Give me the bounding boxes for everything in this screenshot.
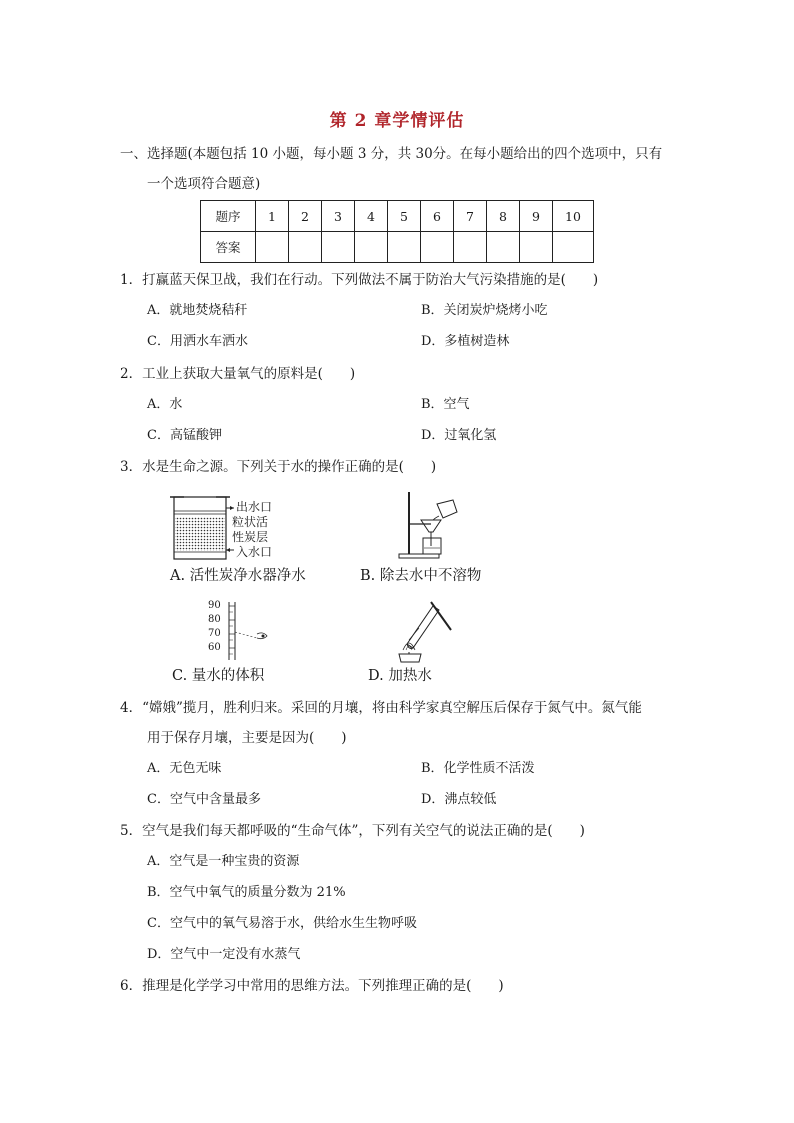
figure-a-label-carbon-2: 性炭层	[232, 530, 269, 544]
question-1-option-a: A．就地焚烧秸秆	[147, 303, 248, 318]
question-3-stem: 3．水是生命之源。下列关于水的操作正确的是( )	[120, 459, 437, 475]
answer-cell[interactable]	[355, 232, 388, 263]
figure-b-caption: B. 除去水中不溶物	[360, 568, 482, 584]
figure-d-caption: D. 加热水	[368, 668, 432, 684]
answer-cell[interactable]	[520, 232, 553, 263]
question-4-option-c: C．空气中含量最多	[147, 792, 261, 807]
question-5-option-c: C．空气中的氧气易溶于水，供给水生生物呼吸	[147, 916, 417, 931]
question-number-cell: 6	[421, 201, 454, 232]
answer-cell[interactable]	[256, 232, 289, 263]
question-6-stem: 6．推理是化学学习中常用的思维方法。下列推理正确的是( )	[120, 978, 504, 994]
question-4-option-d: D．沸点较低	[421, 792, 497, 807]
table-row	[201, 201, 594, 232]
question-number-cell: 8	[487, 201, 520, 232]
row-label-number: 题序	[201, 201, 256, 232]
question-1-stem: 1．打赢蓝天保卫战，我们在行动。下列做法不属于防治大气污染措施的是( )	[120, 272, 599, 288]
figure-c-tick-80: 80	[208, 614, 221, 625]
question-number-cell: 4	[355, 201, 388, 232]
figure-b-filtration	[395, 490, 465, 560]
question-number-cell: 10	[553, 201, 594, 232]
section-heading-line1: 一、选择题(本题包括 10 小题，每小题 3 分，共 30分。在每小题给出的四个选项中，只有	[120, 146, 663, 162]
page-title: 第 2 章学情评估	[329, 111, 465, 131]
figure-c-tick-70: 70	[208, 628, 221, 639]
question-number-cell: 2	[289, 201, 322, 232]
figure-a-label-carbon-1: 粒状活	[232, 515, 269, 529]
answer-cell[interactable]	[289, 232, 322, 263]
question-5-stem: 5．空气是我们每天都呼吸的“生命气体”，下列有关空气的说法正确的是( )	[120, 823, 585, 839]
answer-cell[interactable]	[388, 232, 421, 263]
figure-a-caption: A. 活性炭净水器净水	[170, 568, 306, 584]
figure-a-label-outlet: 出水口	[236, 500, 273, 514]
figure-c-caption: C. 量水的体积	[172, 668, 265, 684]
question-2-option-a: A．水	[147, 397, 183, 412]
question-4-stem-line2: 用于保存月壤，主要是因为( )	[147, 730, 347, 746]
question-number-cell: 1	[256, 201, 289, 232]
answer-table	[200, 200, 594, 263]
question-2-option-d: D．过氧化氢	[421, 428, 497, 443]
answer-cell[interactable]	[421, 232, 454, 263]
question-1-option-c: C．用洒水车洒水	[147, 334, 248, 349]
table-row	[201, 232, 594, 263]
question-5-option-a: A．空气是一种宝贵的资源	[147, 854, 300, 869]
question-2-option-b: B．空气	[421, 397, 470, 412]
question-number-cell: 3	[322, 201, 355, 232]
question-4-stem-line1: 4．“嫦娥”揽月，胜利归来。采回的月壤，将由科学家真空解压后保存于氮气中。氮气能	[120, 700, 642, 716]
question-4-option-b: B．化学性质不活泼	[421, 761, 535, 776]
question-5-option-d: D．空气中一定没有水蒸气	[147, 947, 301, 962]
figure-d-heating-test-tube	[395, 596, 465, 664]
answer-cell[interactable]	[454, 232, 487, 263]
question-number-cell: 7	[454, 201, 487, 232]
section-heading-line2: 一个选项符合题意)	[147, 176, 261, 192]
figure-a-label-inlet: 入水口	[236, 545, 273, 559]
question-2-option-c: C．高锰酸钾	[147, 428, 222, 443]
answer-cell[interactable]	[487, 232, 520, 263]
question-1-option-b: B．关闭炭炉烧烤小吃	[421, 303, 548, 318]
question-1-option-d: D．多植树造林	[421, 334, 510, 349]
figure-c-tick-90: 90	[208, 600, 221, 611]
answer-cell[interactable]	[322, 232, 355, 263]
question-4-option-a: A．无色无味	[147, 761, 222, 776]
question-number-cell: 5	[388, 201, 421, 232]
question-5-option-b: B．空气中氧气的质量分数为 21%	[147, 885, 346, 900]
question-number-cell: 9	[520, 201, 553, 232]
row-label-answer: 答案	[201, 232, 256, 263]
figure-c-tick-60: 60	[208, 642, 221, 653]
answer-cell[interactable]	[553, 232, 594, 263]
question-2-stem: 2．工业上获取大量氧气的原料是( )	[120, 366, 356, 382]
